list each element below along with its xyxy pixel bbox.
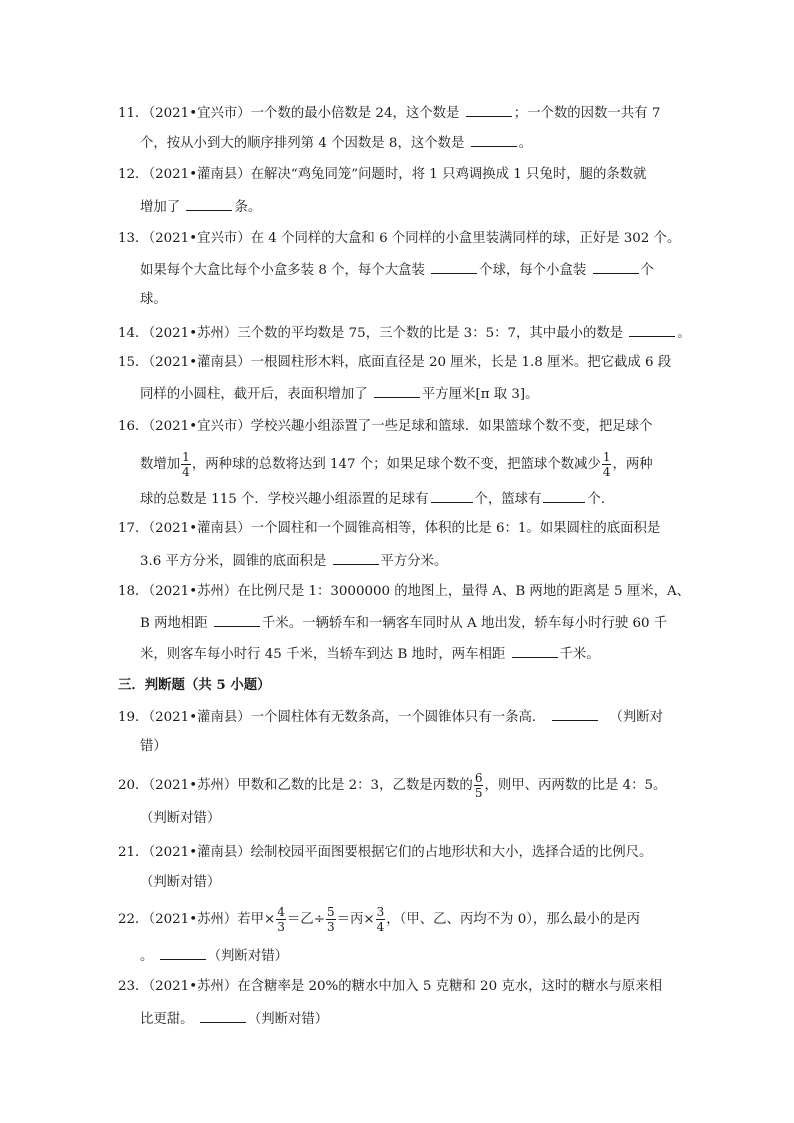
question-17-text: 3.6 平方分米，圆锥的底面积是 — [140, 554, 331, 569]
fraction-numerator: 6 — [474, 771, 483, 785]
fraction-denominator: 3 — [326, 920, 335, 934]
question-11-text: 个，按从小到大的顺序排列第 4 个因数是 8，这个数是 — [140, 136, 469, 151]
question-23-text: 比更甜。 — [140, 1012, 198, 1027]
answer-blank[interactable] — [431, 259, 477, 274]
answer-blank[interactable] — [186, 196, 232, 211]
question-13-text: 球。 — [140, 292, 167, 307]
question-20-text: ，则甲、丙两数的比是 4：5。 — [484, 778, 667, 793]
answer-blank[interactable] — [374, 383, 420, 398]
question-20-text: 20．（2021•苏州）甲数和乙数的比是 2：3，乙数是丙数的 — [118, 778, 473, 793]
question-23-text: （判断对错） — [247, 1012, 329, 1027]
fraction-numerator: 5 — [326, 905, 335, 919]
answer-blank[interactable] — [512, 643, 558, 658]
question-19-text: （判断对 — [609, 710, 664, 725]
question-13-line-1 — [118, 229, 680, 249]
question-18-line-3 — [140, 643, 600, 663]
fraction-denominator: 4 — [182, 465, 190, 479]
question-13-text: 13．（2021•宜兴市）在 4 个同样的大盒和 6 个同样的小盒里装满同样的球，正好是 302 个。 — [118, 231, 681, 246]
fraction-numerator: 3 — [376, 905, 385, 919]
question-19-line-1 — [118, 706, 663, 726]
answer-blank[interactable] — [629, 322, 675, 337]
question-23-line-2 — [140, 1008, 328, 1028]
fraction-numerator: 4 — [277, 905, 285, 919]
fraction — [276, 906, 286, 933]
fraction — [602, 451, 612, 478]
question-16-text: 个，篮球有 — [474, 492, 542, 507]
question-18-line-1 — [118, 582, 690, 602]
question-13-text: 个球，每个小盒装 — [479, 263, 591, 278]
question-22-line-2 — [140, 945, 288, 965]
question-11-text: 。 — [518, 136, 533, 151]
question-15-text: 15．（2021•灌南县）一根圆柱形木料，底面直径是 20 厘米，长是 1.8 厘米。把它截成 6 段 — [118, 355, 672, 370]
answer-blank[interactable] — [593, 259, 639, 274]
question-11-line-1 — [118, 102, 660, 122]
question-13-text: 个 — [640, 263, 654, 278]
question-13-line-3 — [140, 290, 167, 310]
question-15-line-2 — [140, 383, 539, 403]
question-16-text: 球的总数是 115 个．学校兴趣小组添置的足球有 — [140, 492, 429, 507]
answer-blank[interactable] — [471, 132, 517, 147]
answer-blank[interactable] — [543, 488, 585, 503]
question-20-text: （判断对错） — [140, 811, 221, 826]
answer-blank[interactable] — [333, 550, 379, 565]
question-17-line-1 — [118, 519, 660, 539]
question-12-text: 12．（2021•灌南县）在解决“鸡兔同笼”问题时，将 1 只鸡调换成 1 只兔时，腿的条数就 — [118, 167, 647, 182]
question-18-text: 千米。一辆轿车和一辆客车同时从 A 地出发，轿车每小时行驶 60 千 — [261, 616, 668, 631]
answer-blank[interactable] — [214, 612, 260, 627]
question-17-line-2 — [140, 550, 447, 570]
fraction-numerator: 1 — [602, 450, 611, 464]
question-21-text: 21．（2021•灌南县）绘制校园平面图要根据它们的占地形状和大小，选择合适的比例尺。 — [118, 845, 653, 860]
fraction — [181, 451, 191, 478]
question-22-text: 。 — [140, 949, 158, 964]
question-16-text: ，两种 — [612, 457, 653, 472]
question-16-text: 16．（2021•宜兴市）学校兴趣小组添置了一些足球和篮球．如果篮球个数不变，把足球个 — [118, 419, 653, 434]
answer-blank[interactable] — [431, 488, 473, 503]
question-16-line-3 — [140, 488, 614, 508]
question-12-text: 条。 — [234, 200, 262, 215]
section-heading: 三．判断题（共 5 小题） — [118, 677, 271, 693]
question-12-line-2 — [140, 196, 261, 216]
question-20-line-2 — [140, 809, 220, 829]
fraction — [474, 772, 484, 799]
fraction — [326, 906, 336, 933]
question-16-text: ，两种球的总数将达到 147 个；如果足球个数不变，把篮球个数减少 — [191, 457, 601, 472]
question-18-text: B 两地相距 — [140, 616, 212, 631]
question-11-line-2 — [140, 132, 532, 152]
question-17-text: 平方分米。 — [380, 554, 448, 569]
question-20-line-1 — [118, 771, 667, 800]
fraction-denominator: 3 — [277, 920, 285, 934]
question-16-line-2 — [140, 450, 653, 479]
question-13-text: 如果每个大盒比每个小盒多装 8 个，每个大盒装 — [140, 263, 430, 278]
question-12-line-1 — [118, 165, 647, 185]
question-22-text: 22．（2021•苏州）若甲× — [118, 912, 276, 927]
question-14-line-1 — [118, 322, 691, 342]
question-21-text: （判断对错） — [140, 875, 221, 890]
question-21-line-2 — [140, 873, 220, 893]
fraction — [376, 906, 386, 933]
question-23-line-1 — [118, 977, 662, 997]
fraction-denominator: 4 — [376, 920, 385, 934]
question-18-text: 米，则客车每小时行 45 千米，当轿车到达 B 地时，两车相距 — [140, 647, 510, 662]
question-11-text: 11．（2021•宜兴市）一个数的最小倍数是 24，这个数是 — [118, 106, 464, 121]
answer-blank[interactable] — [466, 102, 512, 117]
question-22-text: ＝乙÷ — [286, 912, 325, 927]
question-22-text: ，（甲、乙、丙均不为 0），那么最小的是丙 — [386, 912, 641, 927]
question-12-text: 增加了 — [140, 200, 185, 215]
question-11-text: ；一个数的因数一共有 7 — [513, 106, 661, 121]
question-22-text: （判断对错） — [207, 949, 288, 964]
question-21-line-1 — [118, 843, 652, 863]
question-15-line-1 — [118, 353, 671, 373]
question-16-text: 个． — [587, 492, 615, 507]
question-18-text: 千米。 — [559, 647, 600, 662]
answer-blank[interactable] — [200, 1008, 246, 1023]
fraction-denominator: 4 — [602, 465, 611, 479]
question-19-line-2 — [140, 737, 167, 757]
question-19-text: 错） — [140, 739, 167, 754]
question-22-line-1 — [118, 905, 641, 934]
question-23-text: 23．（2021•苏州）在含糖率是 20%的糖水中加入 5 克糖和 20 克水，这时的糖水与原来相 — [118, 979, 663, 994]
question-13-line-2 — [140, 259, 654, 279]
question-22-text: ＝丙× — [336, 912, 375, 927]
question-14-text: 14．（2021•苏州）三个数的平均数是 75，三个数的比是 3：5：7，其中最小的数是 — [118, 326, 628, 341]
question-16-line-1 — [118, 417, 652, 437]
question-16-text: 数增加 — [140, 457, 181, 472]
question-19-text: 19．（2021•灌南县）一个圆柱体有无数条高，一个圆锥体只有一条高． — [118, 710, 550, 725]
question-15-text: 平方厘米[π 取 3]。 — [421, 387, 539, 402]
question-18-text: 18．（2021•苏州）在比例尺是 1：3000000 的地图上，量得 A、B 两地的距离是 5 厘米，A、 — [118, 584, 691, 599]
question-14-text: 。 — [677, 326, 691, 341]
question-17-text: 17．（2021•灌南县）一个圆柱和一个圆锥高相等，体积的比是 6：1。如果圆柱的底面积是 — [118, 521, 661, 536]
fraction-denominator: 5 — [474, 786, 483, 800]
answer-blank[interactable] — [160, 945, 206, 960]
fraction-numerator: 1 — [182, 450, 190, 464]
answer-blank[interactable] — [552, 706, 598, 721]
question-15-text: 同样的小圆柱，截开后，表面积增加了 — [140, 387, 372, 402]
question-18-line-2 — [140, 612, 667, 632]
